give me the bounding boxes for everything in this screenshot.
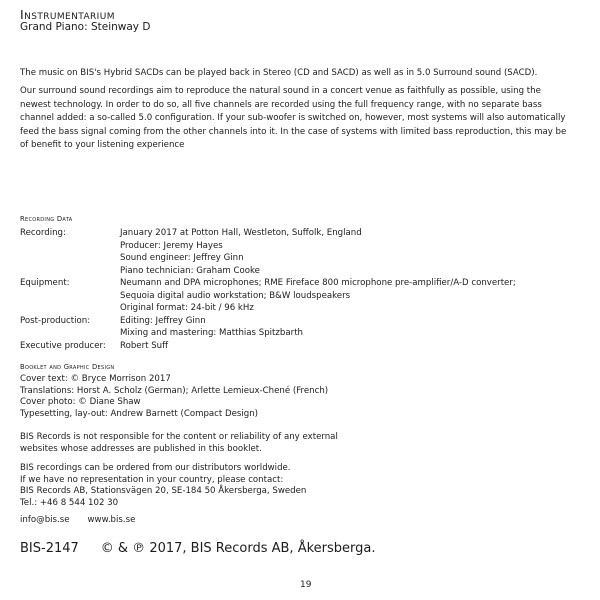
order-line: If we have no representation in your country, please contact: bbox=[20, 474, 284, 485]
row-value: Producer: Jeremy Hayes bbox=[120, 240, 223, 251]
address-line: BIS Records AB, Stationsvägen 20, SE-184 50 Åkersberga, Sweden bbox=[20, 486, 307, 496]
telephone-line: Tel.: +46 8 544 102 30 bbox=[20, 497, 119, 508]
recording-row bbox=[20, 227, 580, 240]
producer-row bbox=[20, 240, 580, 253]
catalog-number: BIS-2147 bbox=[20, 541, 79, 556]
row-value: Editing: Jeffrey Ginn bbox=[120, 315, 206, 326]
cover-photo-credit: Cover photo: © Diane Shaw bbox=[20, 397, 141, 407]
row-value: Piano technician: Graham Cooke bbox=[120, 265, 260, 276]
translations-credit: Translations: Horst A. Scholz (German); Arlette Lemieux-Chené (French) bbox=[20, 385, 329, 396]
row-label: Executive producer: bbox=[20, 340, 106, 351]
ordering-info bbox=[20, 463, 306, 509]
surround-paragraph: Our surround sound recordings aim to reproduce the natural sound in a concert venue as faithfully as possible, using the newest technology. In order to do so, all five channels are recorded using the full frequency range, with no separate bass channel added: a so-called 5.0 configuration. If your sub-woofer is switched on, however, most systems will also automatically feed the bass signal coming from the other channels into it. In the case of systems with limited bass reproduction, this may be of benefit to your listening experience bbox=[20, 86, 567, 150]
row-label: Post-production: bbox=[20, 315, 91, 326]
typesetting-credit: Typesetting, lay-out: Andrew Barnett (Compact Design) bbox=[20, 408, 259, 419]
row-label bbox=[20, 240, 120, 253]
original-format-row bbox=[20, 302, 580, 315]
row-label bbox=[20, 302, 120, 315]
row-value: Neumann and DPA microphones; RME Fireface 800 microphone pre-amplifier/A-D converter; bbox=[120, 278, 516, 288]
recording-data-table bbox=[20, 227, 580, 352]
row-value: Mixing and mastering: Matthias Spitzbarth bbox=[120, 328, 304, 338]
booklet-credits bbox=[20, 374, 328, 420]
order-line: BIS recordings can be ordered from our distributors worldwide. bbox=[20, 463, 291, 473]
instrument-line: Grand Piano: Steinway D bbox=[20, 21, 151, 33]
disclaimer-text: BIS Records is not responsible for the content or reliability of any external websites whose addresses are published in this booklet. bbox=[20, 432, 338, 454]
website-link[interactable]: www.bis.se bbox=[87, 515, 136, 525]
page-number: 19 bbox=[300, 580, 312, 590]
row-label bbox=[20, 252, 120, 265]
instrumentarium-heading: Instrumentarium bbox=[20, 7, 115, 22]
equipment-row bbox=[20, 277, 580, 290]
executive-producer-row bbox=[20, 340, 580, 353]
row-label bbox=[20, 265, 120, 278]
workstation-row bbox=[20, 290, 580, 303]
row-label bbox=[20, 290, 120, 303]
sound-engineer-row bbox=[20, 252, 580, 265]
booklet-design-heading: Booklet and Graphic Design bbox=[20, 363, 115, 371]
row-label: Recording: bbox=[20, 228, 66, 238]
row-value: Sound engineer: Jeffrey Ginn bbox=[120, 253, 244, 263]
piano-technician-row bbox=[20, 265, 580, 278]
catalog-footer bbox=[20, 541, 376, 556]
contact-links bbox=[20, 515, 135, 525]
row-label: Equipment: bbox=[20, 278, 70, 288]
row-value: Original format: 24-bit / 96 kHz bbox=[120, 303, 254, 313]
booklet-page bbox=[20, 0, 580, 600]
mixing-row bbox=[20, 327, 580, 340]
row-value: Robert Suff bbox=[120, 340, 169, 351]
row-label bbox=[20, 327, 120, 340]
cover-text-credit: Cover text: © Bryce Morrison 2017 bbox=[20, 374, 171, 384]
copyright-notice: © & ℗ 2017, BIS Records AB, Åkersberga. bbox=[100, 541, 376, 556]
email-link[interactable]: info@bis.se bbox=[20, 515, 70, 525]
recording-data-heading: Recording Data bbox=[20, 215, 73, 223]
row-value: Sequoia digital audio workstation; B&W loudspeakers bbox=[120, 290, 351, 301]
hybrid-sacd-paragraph: The music on BIS's Hybrid SACDs can be played back in Stereo (CD and SACD) as well as in 5.0 Surround sound (SACD). bbox=[20, 68, 538, 78]
post-production-row bbox=[20, 315, 580, 328]
row-value: January 2017 at Potton Hall, Westleton, Suffolk, England bbox=[120, 228, 362, 238]
